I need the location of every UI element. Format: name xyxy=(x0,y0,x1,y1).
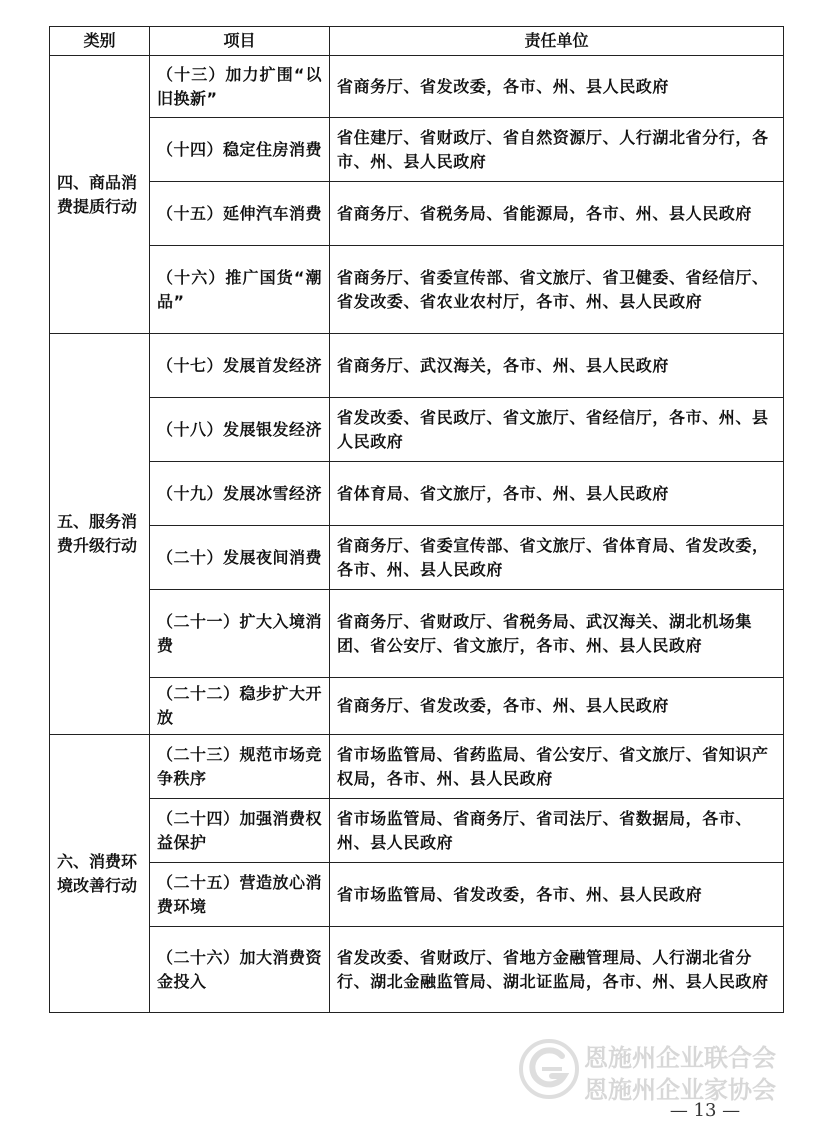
item-cell: （十八）发展银发经济 xyxy=(150,398,330,462)
table-row xyxy=(50,590,784,678)
item-cell: （二十三）规范市场竞争秩序 xyxy=(150,735,330,799)
units-cell: 省体育局、省文旅厅，各市、州、县人民政府 xyxy=(330,462,784,526)
item-cell: （二十）发展夜间消费 xyxy=(150,526,330,590)
item-cell: （十七）发展首发经济 xyxy=(150,334,330,398)
units-cell: 省发改委、省民政厅、省文旅厅、省经信厅，各市、州、县人民政府 xyxy=(330,398,784,462)
table-row xyxy=(50,863,784,927)
header-units: 责任单位 xyxy=(330,27,784,56)
enterprise-association-logo-icon xyxy=(518,1038,580,1100)
responsibility-table xyxy=(49,26,784,1013)
units-cell: 省商务厅、省财政厅、省税务局、武汉海关、湖北机场集团、省公安厅、省文旅厅，各市、州、县人民政府 xyxy=(330,590,784,678)
units-cell: 省商务厅、省发改委，各市、州、县人民政府 xyxy=(330,678,784,735)
watermark-line-1: 恩施州企业联合会 xyxy=(584,1044,776,1072)
item-cell: （十四）稳定住房消费 xyxy=(150,118,330,182)
header-category: 类别 xyxy=(50,27,150,56)
table-row xyxy=(50,735,784,799)
watermark xyxy=(518,1036,808,1102)
item-cell: （二十二）稳步扩大开放 xyxy=(150,678,330,735)
table-row xyxy=(50,462,784,526)
units-cell: 省商务厅、省税务局、省能源局，各市、州、县人民政府 xyxy=(330,182,784,246)
table-row xyxy=(50,678,784,735)
table-row xyxy=(50,334,784,398)
item-cell: （二十五）营造放心消费环境 xyxy=(150,863,330,927)
header-item: 项目 xyxy=(150,27,330,56)
category-cell: 六、消费环境改善行动 xyxy=(50,735,150,1013)
item-cell: （二十六）加大消费资金投入 xyxy=(150,927,330,1013)
table-row xyxy=(50,398,784,462)
table-row xyxy=(50,246,784,334)
units-cell: 省市场监管局、省发改委，各市、州、县人民政府 xyxy=(330,863,784,927)
item-cell: （十九）发展冰雪经济 xyxy=(150,462,330,526)
item-cell: （二十四）加强消费权益保护 xyxy=(150,799,330,863)
units-cell: 省商务厅、省委宣传部、省文旅厅、省卫健委、省经信厅、省发改委、省农业农村厅，各市、州、县人民政府 xyxy=(330,246,784,334)
category-cell: 五、服务消费升级行动 xyxy=(50,334,150,735)
item-cell: （二十一）扩大入境消费 xyxy=(150,590,330,678)
table-row xyxy=(50,526,784,590)
watermark-line-2: 恩施州企业家协会 xyxy=(584,1076,776,1104)
table-header-row xyxy=(50,27,784,56)
units-cell: 省市场监管局、省商务厅、省司法厅、省数据局，各市、州、县人民政府 xyxy=(330,799,784,863)
item-cell: （十三）加力扩围“以旧换新” xyxy=(150,56,330,118)
units-cell: 省商务厅、省委宣传部、省文旅厅、省体育局、省发改委，各市、州、县人民政府 xyxy=(330,526,784,590)
units-cell: 省发改委、省财政厅、省地方金融管理局、人行湖北省分行、湖北金融监管局、湖北证监局，各市、州、县人民政府 xyxy=(330,927,784,1013)
table-row xyxy=(50,182,784,246)
units-cell: 省住建厅、省财政厅、省自然资源厅、人行湖北省分行，各市、州、县人民政府 xyxy=(330,118,784,182)
table-row xyxy=(50,799,784,863)
table-row xyxy=(50,56,784,118)
units-cell: 省商务厅、武汉海关，各市、州、县人民政府 xyxy=(330,334,784,398)
table-row xyxy=(50,927,784,1013)
units-cell: 省市场监管局、省药监局、省公安厅、省文旅厅、省知识产权局，各市、州、县人民政府 xyxy=(330,735,784,799)
item-cell: （十六）推广国货“潮品” xyxy=(150,246,330,334)
units-cell: 省商务厅、省发改委，各市、州、县人民政府 xyxy=(330,56,784,118)
table-row xyxy=(50,118,784,182)
item-cell: （十五）延伸汽车消费 xyxy=(150,182,330,246)
page-number: — 13 — xyxy=(669,1100,741,1121)
category-cell: 四、商品消费提质行动 xyxy=(50,56,150,334)
